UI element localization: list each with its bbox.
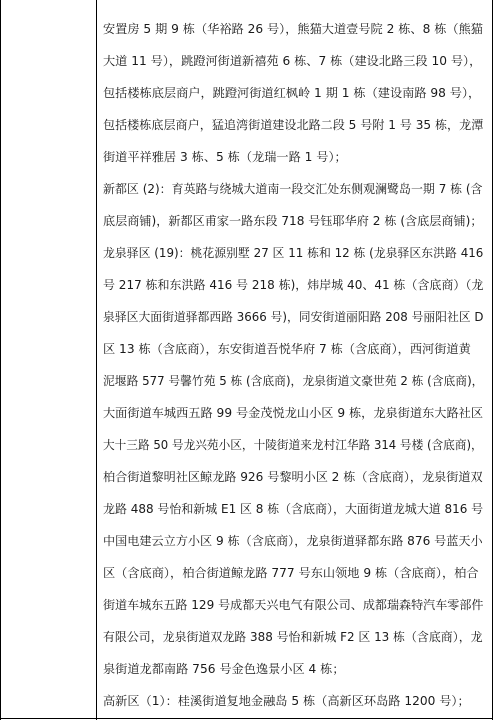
text-line: 泥堰路 577 号馨竹苑 5 栋 (含底商)，龙泉街道文豪世苑 2 栋 (含底商)，	[103, 374, 484, 388]
text-line: 街道车城东五路 129 号成都天兴电气有限公司、成都瑞森特汽车零部件	[103, 598, 484, 612]
text-line: 安置房 5 期 9 栋（华裕路 26 号），熊猫大道壹号院 2 栋、8 栋（熊猫	[103, 22, 483, 36]
text-line: 有限公司，龙泉街道双龙路 388 号怡和新城 F2 区 13 栋（含底商），龙	[103, 630, 483, 644]
text-line: 街道平祥雅居 3 栋、5 栋（龙瑞一路 1 号）；	[103, 150, 347, 164]
table-right-border	[492, 0, 493, 720]
text-line: 泉驿区大面街道驿都西路 3666 号)，同安街道丽阳路 208 号丽阳社区 D	[103, 310, 484, 324]
text-line: 号 217 栋和东洪路 416 号 218 栋)，炜岸城 40、41 栋（含底商）（龙	[103, 278, 484, 292]
table-column-divider	[96, 0, 97, 720]
text-line: 包括楼栋底层商户，猛追湾街道建设北路二段 5 号附 1 号 35 栋，龙潭	[103, 118, 484, 132]
text-line: 包括楼栋底层商户，跳蹬河街道红枫岭 1 期 1 栋（建设南路 98 号），	[103, 86, 481, 100]
text-line: 泉街道龙都南路 756 号金色逸景小区 4 栋；	[103, 662, 345, 676]
text-line: 区 13 栋（含底商），东安街道吾悦华府 7 栋（含底商），西河街道黄	[103, 342, 471, 356]
text-line: 柏合街道黎明社区鲸龙路 926 号黎明小区 2 栋（含底商），龙泉街道双	[103, 470, 483, 484]
text-line: 新都区 (2)：育英路与绕城大道南一段交汇处东侧观澜鹭岛一期 7 栋 (含	[103, 182, 483, 196]
text-line: 高新区（1）：桂溪街道复地金融岛 5 栋（高新区环岛路 1200 号）；	[103, 694, 470, 708]
table-bottom-border	[0, 718, 493, 719]
text-line: 大道 11 号），跳蹬河街道新禧苑 6 栋、7 栋（建设北路三段 10 号），	[103, 54, 482, 68]
text-line: 中国电建云立方小区 9 栋（含底商），龙泉街道驿都东路 876 号蓝天小	[103, 534, 483, 548]
text-line: 龙泉驿区 (19)：桃花源别墅 27 区 11 栋和 12 栋 (龙泉驿区东洪路 416	[103, 246, 484, 260]
text-line: 大十三路 50 号龙兴苑小区，十陵街道来龙村江华路 314 号楼 (含底商)，	[103, 438, 483, 452]
text-line: 区（含底商），柏合街道鲸龙路 777 号东山领地 9 栋（含底商），柏合	[103, 566, 479, 580]
text-line: 龙路 488 号怡和新城 E1 区 8 栋（含底商），大面街道龙城大道 816 号	[103, 502, 484, 516]
table-left-border	[0, 0, 1, 720]
text-line: 底层商铺)，新都区甫家一路东段 718 号钰耶华府 2 栋 (含底层商铺)；	[103, 214, 483, 228]
text-line: 大面街道车城西五路 99 号金茂悦龙山小区 9 栋，龙泉街道东大路社区	[103, 406, 484, 420]
